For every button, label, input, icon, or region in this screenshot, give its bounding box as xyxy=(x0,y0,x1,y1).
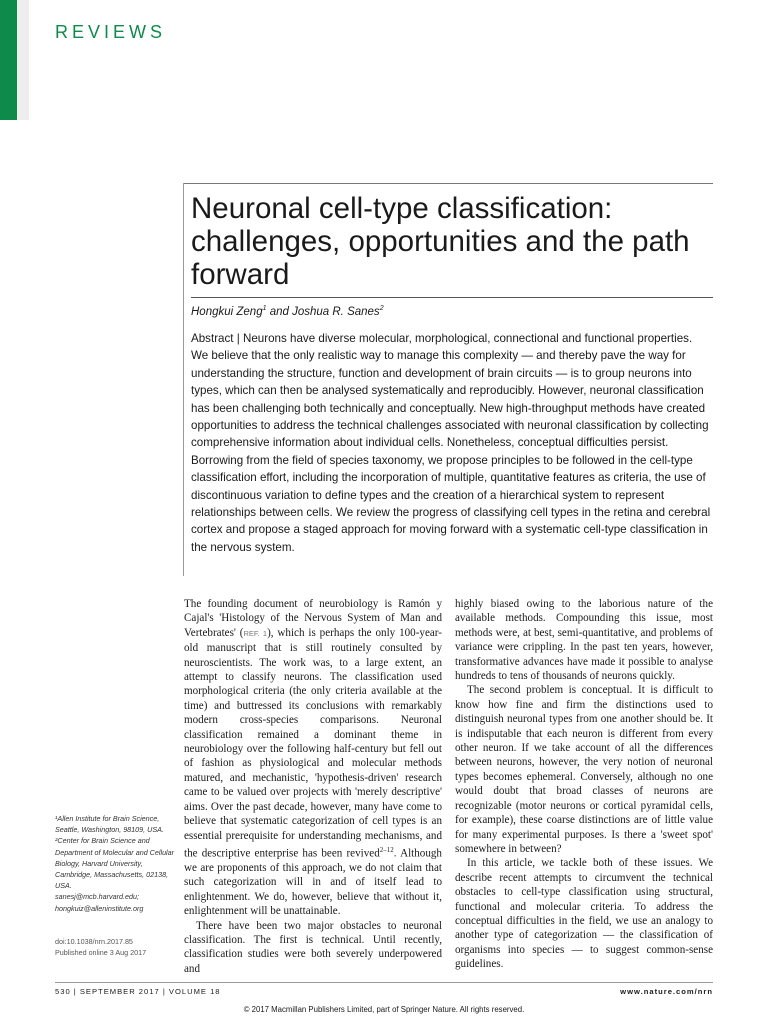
authors-rule xyxy=(191,297,713,298)
section-bar-shadow xyxy=(17,0,29,120)
body-paragraph: The second problem is conceptual. It is difficult to know how fine and firm the distinctions used to distinguish neuronal types from one another should be. It is indisputable that each neuron is different from every other neuron. If we take account of all the differences between neurons, however, the very notion of neuronal types becomes ephemeral. Conversely, although no one would doubt that broad classes of neurons are recognizable (motor neurons or cortical pyramidal cells, for example), these coarse distinctions are of little value for many experimental purposes. Is there a 'sweet spot' somewhere in between? xyxy=(455,684,713,855)
author-1-affiliation-mark: 1 xyxy=(262,305,267,312)
title-side-rule xyxy=(183,183,184,576)
affiliation-2: ²Center for Brain Science and Department of Molecular and Cellular Biology, Harvard University, Cambridge, Massachusetts, 02138, USA. xyxy=(55,836,175,891)
author-affiliations xyxy=(55,813,175,914)
citation-superscript: 2–12 xyxy=(379,845,394,854)
body-paragraph: highly biased owing to the laborious nature of the available methods. Compounding this issue, most methods were, at best, semi-quantitative, and problems of variance were crippling. In the past ten years, however, transformative advances have made it possible to analyse hundreds to tens of thousands of neurons quickly. xyxy=(455,598,713,683)
body-column-right xyxy=(455,597,713,972)
body-paragraph: In this article, we tackle both of these issues. We describe recent attempts to circumvent the technical obstacles to cell-type classification using structural, functional and molecular criteria. To address the conceptual difficulties in the field, we use an analogy to another type of categorization — the classification of organisms into species — to suggest common-sense guidelines. xyxy=(455,857,713,971)
footer-rule xyxy=(55,982,713,983)
article-title: Neuronal cell-type classification: challenges, opportunities and the path forward xyxy=(191,192,690,291)
body-text: . Although we are proponents of this approach, we do not claim that such categorization will in and of itself lead to enlightenment. We do, however, believe that without it, enlightenment will be unattainable. xyxy=(184,847,442,918)
body-column-left xyxy=(184,597,442,976)
body-text: ), which is perhaps the only 100-year-old manuscript that is still routinely consulted by neuroscientists. The work was, to a large extent, an attempt to classify neurons. The classification used morphological criteria (the only criteria available at the time) and buttressed its conclusions with remarkably modern cross-species comparisons. Neuronal classification remained a dominant theme in neurobiology over the following half-century but fell out of fashion as physiological and molecular methods matured, and mechanistic, 'hypothesis-driven' research came to be valued over projects with 'merely descriptive' aims. Over the past decade, however, many have come to believe that systematic categorization of cell types is an essential prerequisite for understanding mechanisms, and the descriptive enterprise has been revived xyxy=(184,626,442,860)
affiliation-1: ¹Allen Institute for Brain Science, Seattle, Washington, 98109, USA. xyxy=(55,814,164,835)
copyright-notice: © 2017 Macmillan Publishers Limited, part of Springer Nature. All rights reserved. xyxy=(243,1005,525,1014)
authors-line xyxy=(191,305,384,318)
reference-link[interactable]: REF. 1 xyxy=(243,628,268,638)
author-2[interactable]: Joshua R. Sanes xyxy=(292,305,380,318)
body-text: The founding document of neurobiology is Ramón y Cajal's 'Histology of the Nervous System of Man and Vertebrates' ( xyxy=(184,598,442,639)
publication-info xyxy=(55,937,185,958)
title-rule xyxy=(183,183,713,184)
section-color-bar xyxy=(0,0,17,120)
footer-journal-link[interactable]: www.nature.com/nrn xyxy=(620,987,713,996)
email-link[interactable]: sanesj@mcb.harvard.edu; xyxy=(55,892,140,902)
body-paragraph xyxy=(184,597,442,919)
doi-link[interactable]: doi:10.1038/nrn.2017.85 xyxy=(55,937,133,946)
footer-issue-info: 530 | SEPTEMBER 2017 | VOLUME 18 xyxy=(55,987,221,996)
author-2-affiliation-mark: 2 xyxy=(379,305,384,312)
email-link[interactable]: hongkuiz@alleninstitute.org xyxy=(55,903,144,913)
body-paragraph: There have been two major obstacles to neuronal classification. The first is technical. Until recently, classification studies were both severely underpowered and xyxy=(184,919,442,975)
abstract: Abstract | Neurons have diverse molecular, morphological, connectional and functional properties. We believe that the only realistic way to manage this complexity — and thereby pave the way for understanding the structure, function and development of brain circuits — is to group neurons into types, which can then be analysed systematically and reproducibly. However, neuronal classification has been challenging both technically and conceptually. New high-throughput methods have created opportunities to address the technical challenges associated with neuronal classification by collecting comprehensive information about individual cells. Nonetheless, conceptual difficulties persist. Borrowing from the field of species taxonomy, we propose principles to be followed in the cell-type classification effort, including the incorporation of multiple, quantitative features as criteria, the use of discontinuous variation to define types and the creation of a hierarchical system to represent relationships between cells. We review the progress of classifying cell types in the retina and cerebral cortex and propose a staged approach for moving forward with a systematic cell-type classification in the nervous system. xyxy=(191,332,711,554)
published-date: Published online 3 Aug 2017 xyxy=(55,947,147,957)
author-separator: and xyxy=(266,305,293,318)
author-1[interactable]: Hongkui Zeng xyxy=(191,305,263,318)
section-label: REVIEWS xyxy=(55,22,167,42)
